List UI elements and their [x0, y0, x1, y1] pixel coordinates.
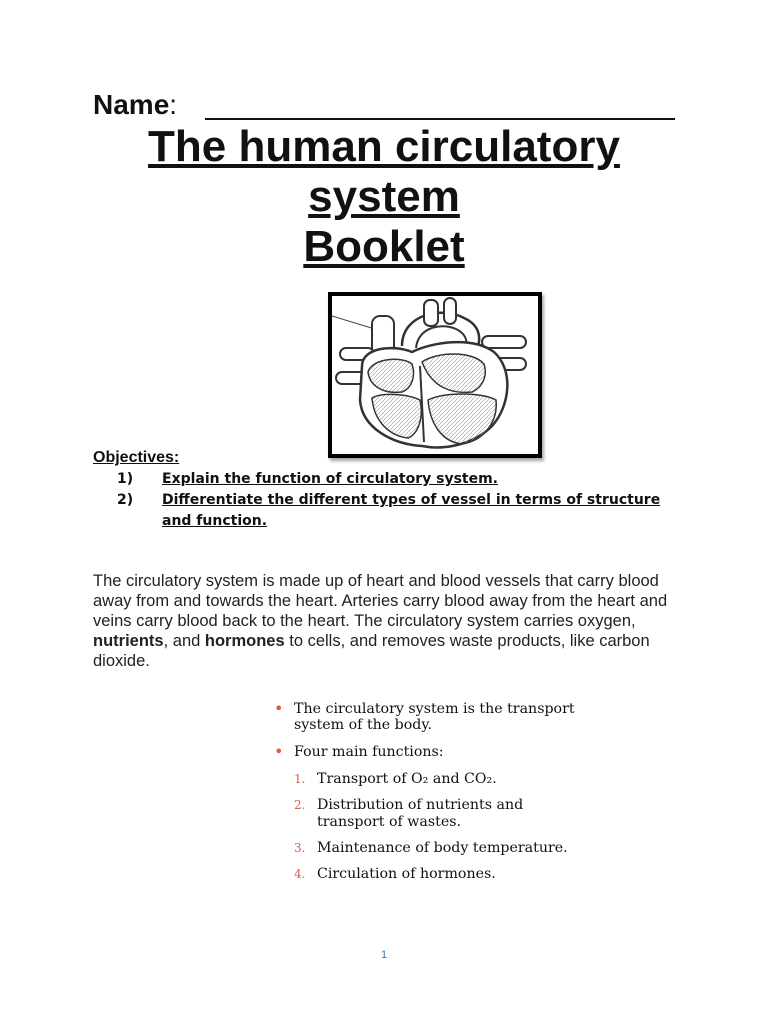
function-item — [272, 797, 592, 831]
objective-number: 2) — [117, 492, 134, 508]
functions-summary — [272, 701, 592, 892]
function-text: Distribution of nutrients and transport of wastes. — [317, 797, 524, 830]
title-line-3: Booklet — [303, 222, 465, 271]
function-number: 1. — [294, 772, 306, 786]
bullet-dot-icon: • — [274, 699, 284, 718]
booklet-title — [90, 122, 678, 272]
objectives-list — [93, 469, 683, 532]
summary-bullet — [272, 744, 592, 760]
objective-text: Differentiate the different types of vessel in terms of structure and function. — [162, 492, 661, 529]
function-text: Maintenance of body temperature. — [317, 840, 568, 856]
heart-diagram-icon — [328, 292, 542, 458]
function-item — [272, 840, 592, 857]
objectives-heading: Objectives: — [93, 449, 180, 466]
name-label-text: Name — [93, 89, 170, 120]
paragraph-bold-hormones: hormones — [204, 632, 285, 650]
function-text: Circulation of hormones. — [317, 866, 496, 882]
title-line-1: The human circulatory — [148, 122, 620, 171]
name-field — [93, 88, 675, 122]
summary-bullet-text: Four main functions: — [294, 744, 444, 760]
paragraph-text: to cells, and removes waste products, like carbon dioxide. — [93, 632, 650, 670]
paragraph-text: The circulatory system is made up of heart and blood vessels that carry blood away from and towards the heart. Arteries carry blood away from the heart and veins carry blood back to the heart. The circulatory system carries oxygen, — [93, 572, 668, 630]
name-underline — [205, 118, 675, 120]
name-colon: : — [169, 89, 178, 120]
function-number: 3. — [294, 841, 306, 855]
page-number: 1 — [380, 949, 388, 961]
title-line-2: system — [308, 172, 460, 221]
objective-item-2 — [93, 490, 683, 532]
bullet-dot-icon: • — [274, 742, 284, 761]
function-number: 2. — [294, 798, 306, 812]
paragraph-bold-nutrients: nutrients — [93, 632, 164, 650]
objective-text: Explain the function of circulatory system. — [162, 471, 498, 487]
name-label — [93, 88, 177, 122]
objective-number: 1) — [117, 471, 134, 487]
paragraph-text: , and — [163, 632, 205, 650]
intro-paragraph — [93, 571, 683, 671]
objective-item-1 — [93, 469, 683, 490]
function-number: 4. — [294, 867, 306, 881]
summary-bullet-text: The circulatory system is the transport system of the body. — [294, 701, 575, 733]
function-item — [272, 771, 592, 788]
summary-bullet — [272, 701, 592, 733]
function-item — [272, 866, 592, 883]
function-text: Transport of O₂ and CO₂. — [317, 771, 497, 787]
